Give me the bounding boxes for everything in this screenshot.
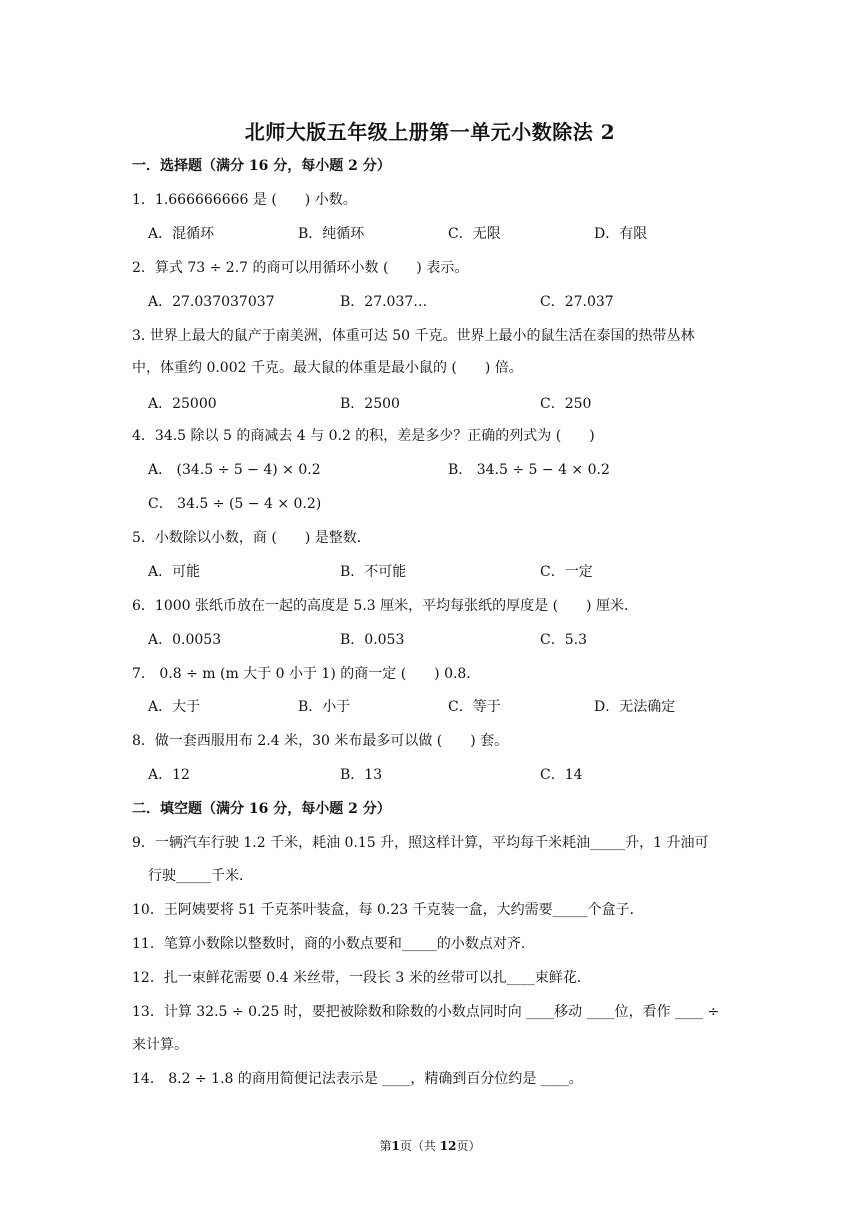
q8-option-b: B．13 [340,767,383,783]
question-13-line-1: 13．计算 32.5 ÷ 0.25 时，要把被除数和除数的小数点同时向 ____移动 ____位，看作 ____ ÷ [132,1004,720,1020]
q2-option-a: A．27.037037037 [148,294,275,310]
q2-option-c: C．27.0̇37̇ [540,294,614,310]
q6-option-c: C．5.3 [540,632,587,648]
question-4: 4．34.5 除以 5 的商减去 4 与 0.2 的积，差是多少？正确的列式为 ( ) [132,428,595,444]
q8-option-a: A．12 [148,767,190,783]
q8-option-c: C．14 [540,767,583,783]
page-title: 北师大版五年级上册第一单元小数除法 2 [244,120,616,144]
q7-option-b: B．小于 [298,699,351,715]
question-9-line-2: 行驶_____千米． [148,868,253,884]
q5-option-c: C．一定 [540,564,593,580]
q7-option-a: A．大于 [148,699,201,715]
q6-option-b: B．0.053 [340,632,405,648]
q5-option-a: A．可能 [148,564,201,580]
question-1: 1．1.666666666 是 ( ) 小数。 [132,192,357,208]
question-2: 2．算式 73 ÷ 2.7 的商可以用循环小数 ( ) 表示。 [132,260,469,276]
question-6: 6．1000 张纸币放在一起的高度是 5.3 厘米，平均每张纸的厚度是 ( ) 厘米． [132,598,638,614]
question-14: 14． 8.2 ÷ 1.8 的商用简便记法表示是 ____，精确到百分位约是 ____。 [132,1071,583,1087]
q4-option-a: A． (34.5 ÷ 5 − 4) × 0.2 [148,462,321,478]
question-12: 12．扎一束鲜花需要 0.4 米丝带，一段长 3 米的丝带可以扎____束鲜花． [132,970,591,986]
q2-option-b: B．27.037… [340,294,428,310]
q1-option-c: C．无限 [448,226,501,242]
question-7: 7． 0.8 ÷ m (m 大于 0 小于 1) 的商一定 ( ) 0.8． [132,666,481,682]
q4-option-b: B． 34.5 ÷ 5 − 4 × 0.2 [448,462,610,478]
footer-total-pages: 12 [439,1139,457,1153]
question-8: 8．做一套西服用布 2.4 米，30 米布最多可以做 ( ) 套。 [132,733,509,749]
footer-prefix: 第 [379,1139,392,1153]
page-footer [0,1137,860,1154]
q7-option-d: D．无法确定 [594,699,676,715]
question-11: 11．笔算小数除以整数时，商的小数点要和_____的小数点对齐． [132,936,535,952]
question-9-line-1: 9．一辆汽车行驶 1.2 千米，耗油 0.15 升，照这样计算，平均每千米耗油_____升，1 升油可 [132,835,709,851]
question-3-line-2: 中，体重约 0.002 千克。最大鼠的体重是最小鼠的 ( ) 倍。 [132,360,523,376]
q1-option-d: D．有限 [594,226,648,242]
footer-page-number: 1 [391,1139,400,1153]
question-13-line-2: 来计算。 [132,1037,188,1053]
q3-option-a: A．25000 [148,396,217,412]
section-heading-choice: 一．选择题（满分 16 分，每小题 2 分） [132,158,391,174]
footer-suffix: 页） [456,1139,481,1153]
q5-option-b: B．不可能 [340,564,407,580]
section-heading-fill-blank: 二．填空题（满分 16 分，每小题 2 分） [132,801,391,817]
question-10: 10．王阿姨要将 51 千克茶叶装盒，每 0.23 千克装一盒，大约需要_____个盒子． [132,902,644,918]
q6-option-a: A．0.0053 [148,632,222,648]
q1-option-a: A．混循环 [148,226,215,242]
q3-option-b: B．2500 [340,396,400,412]
q7-option-c: C．等于 [448,699,501,715]
q4-option-c: C． 34.5 ÷ (5 − 4 × 0.2) [148,496,322,512]
q1-option-b: B．纯循环 [298,226,365,242]
footer-mid: 页（共 [399,1139,440,1153]
question-3-line-1: 3. 世界上最大的鼠产于南美洲，体重可达 50 千克。世界上最小的鼠生活在泰国的热带丛林 [132,328,695,344]
question-5: 5．小数除以小数，商 ( ) 是整数． [132,530,371,546]
q3-option-c: C．250 [540,396,592,412]
